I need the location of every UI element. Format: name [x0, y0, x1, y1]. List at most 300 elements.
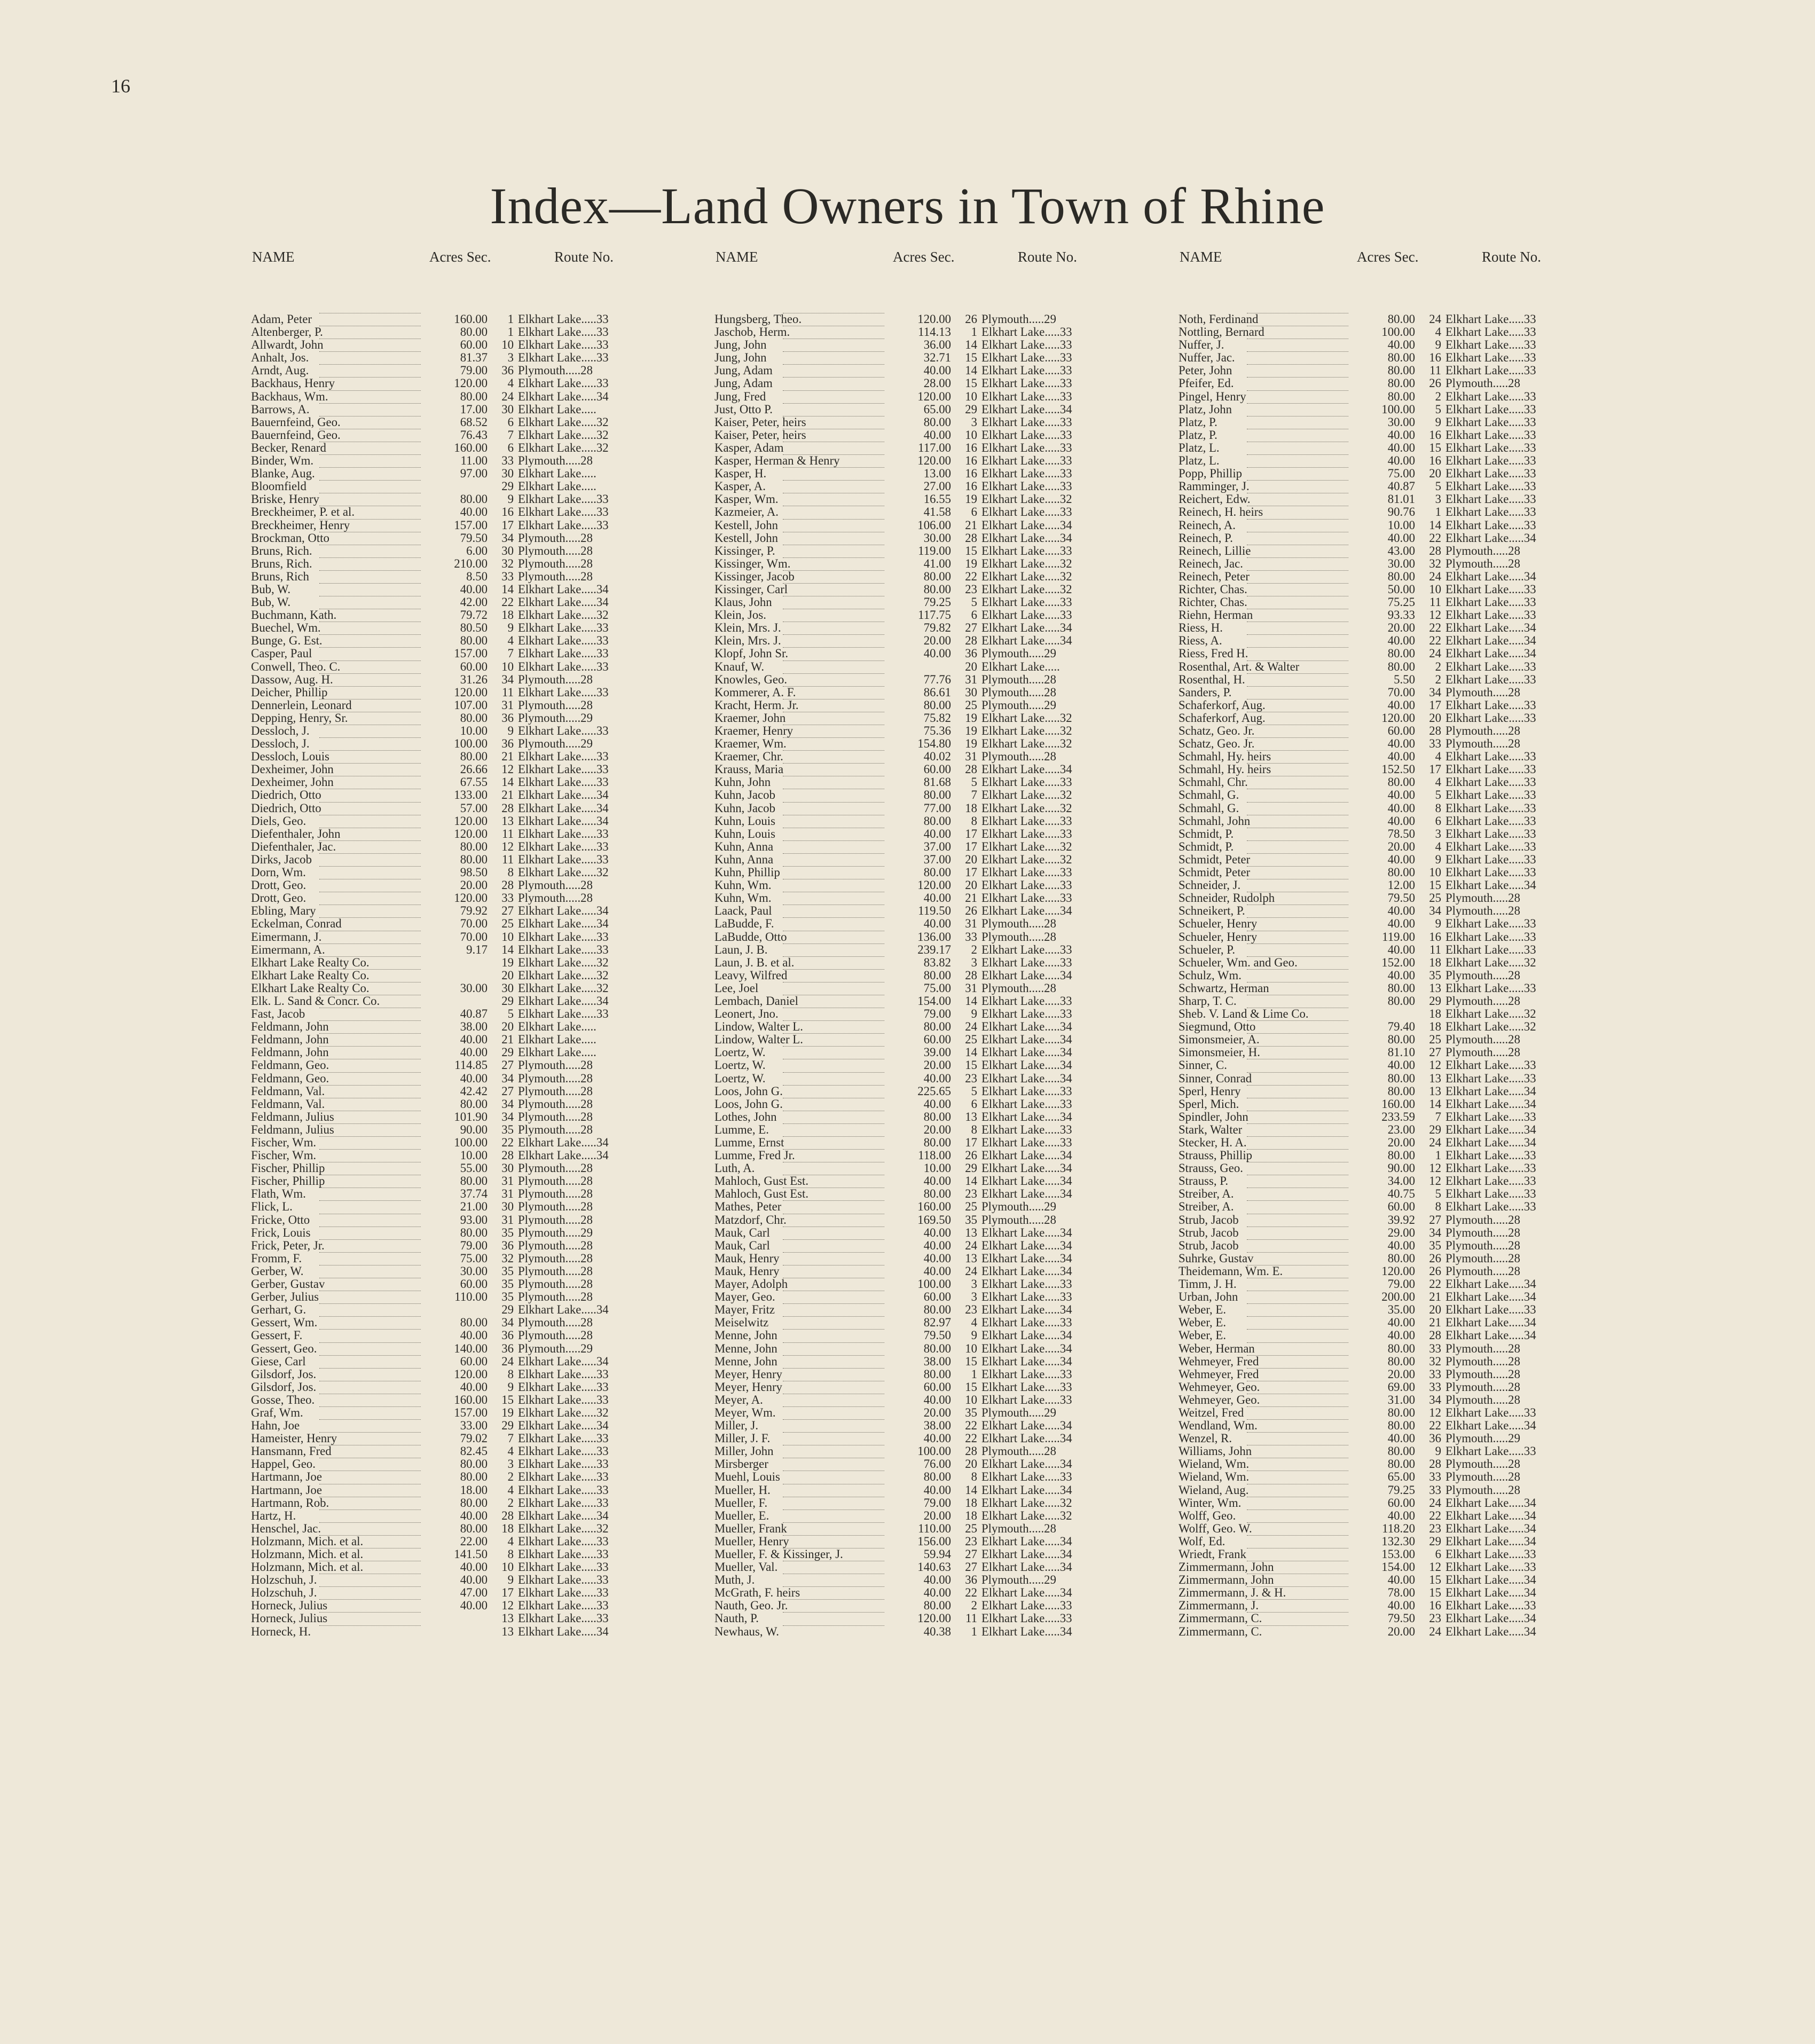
owner-row: [1177, 1329, 1711, 1342]
route: Elkhart Lake.....33: [518, 659, 609, 673]
dot-leader: [319, 866, 421, 867]
route: Plymouth.....28: [981, 981, 1056, 995]
acres: 40.00: [1387, 1573, 1415, 1587]
acres: 77.00: [923, 801, 951, 815]
route: Elkhart Lake.....34: [981, 1624, 1072, 1638]
owner-row: [250, 828, 784, 840]
section: 12: [501, 762, 514, 776]
owner-name: Buchmann, Kath.: [251, 609, 337, 622]
owner-row: [1177, 1149, 1711, 1162]
owner-name: Weber, E.: [1178, 1329, 1227, 1342]
dot-leader: [783, 647, 884, 648]
acres: 80.00: [460, 1174, 488, 1188]
acres: 200.00: [1381, 1290, 1415, 1304]
section: 28: [965, 531, 977, 545]
route: Elkhart Lake.....34: [981, 1534, 1072, 1548]
owner-row: [1177, 1497, 1711, 1510]
owner-name: Mueller, F.: [714, 1496, 768, 1510]
acres: 40.00: [1387, 634, 1415, 648]
owner-row: [1177, 737, 1711, 750]
owner-row: [713, 1200, 1247, 1213]
owner-name: Altenberger, P.: [251, 326, 323, 339]
section: 3: [1435, 492, 1441, 506]
owner-row: [250, 995, 784, 1008]
acres: 26.66: [460, 762, 488, 776]
section: 23: [965, 1303, 977, 1317]
acres: 80.00: [923, 1303, 951, 1317]
acres: 40.00: [1387, 338, 1415, 352]
acres: 80.00: [923, 1367, 951, 1381]
acres: 41.58: [923, 505, 951, 519]
section: 28: [1429, 1328, 1441, 1342]
owner-row: [713, 1123, 1247, 1136]
acres: 79.50: [1387, 891, 1415, 905]
section: 9: [971, 1007, 977, 1021]
route: Elkhart Lake.....34: [981, 1033, 1072, 1047]
route: Plymouth.....28: [518, 1174, 593, 1188]
section: 6: [1435, 814, 1441, 828]
owner-name: Kraemer, Wm.: [714, 737, 787, 751]
owner-row: [713, 1599, 1247, 1612]
route: Elkhart Lake.....34: [1445, 1419, 1536, 1433]
route: Plymouth.....28: [518, 364, 593, 378]
section: 32: [501, 556, 514, 570]
owner-name: Bruns, Rich.: [251, 544, 312, 557]
acres: 79.00: [923, 1496, 951, 1510]
owner-name: Miller, John: [714, 1445, 774, 1458]
section: 17: [965, 1136, 977, 1149]
section: 19: [965, 492, 977, 506]
acres: 79.50: [923, 1328, 951, 1342]
section: 4: [971, 1316, 977, 1330]
owner-name: Winter, Wm.: [1178, 1496, 1242, 1510]
route: Elkhart Lake.....33: [518, 852, 609, 866]
route: Elkhart Lake.....32: [518, 968, 609, 982]
header-acres-sec: Acres Sec.: [429, 249, 491, 265]
owner-name: Mauk, Carl: [714, 1239, 770, 1252]
route: Elkhart Lake.....33: [981, 454, 1072, 468]
owner-name: Laun, J. B.: [714, 943, 768, 956]
owner-name: Gerhart, G.: [251, 1303, 307, 1317]
section: 15: [965, 376, 977, 390]
section: 33: [1429, 1367, 1441, 1381]
acres: 79.72: [460, 608, 488, 622]
acres: 75.00: [460, 1251, 488, 1265]
owner-name: Elkhart Lake Realty Co.: [251, 981, 370, 995]
route: Elkhart Lake.....33: [981, 1290, 1072, 1304]
route: Elkhart Lake.....33: [1445, 839, 1536, 853]
owner-row: [1177, 1188, 1711, 1200]
section: 20: [965, 659, 977, 673]
section: 4: [1435, 775, 1441, 789]
route: Plymouth.....28: [1445, 1457, 1520, 1471]
owner-row: [250, 1342, 784, 1355]
acres: 120.00: [454, 1367, 488, 1381]
dot-leader: [783, 634, 884, 635]
acres: 152.50: [1381, 762, 1415, 776]
acres: 140.63: [917, 1560, 951, 1574]
section: 12: [1429, 608, 1441, 622]
section: 1: [1435, 1149, 1441, 1162]
acres: 40.00: [1387, 968, 1415, 982]
owner-name: Kracht, Herm. Jr.: [714, 698, 799, 712]
owner-row: [1177, 390, 1711, 403]
owner-name: Zimmermann, J.: [1178, 1599, 1259, 1613]
section: 31: [965, 750, 977, 764]
owner-row: [250, 1136, 784, 1149]
owner-row: [250, 1059, 784, 1072]
route: Elkhart Lake.....33: [1445, 1187, 1536, 1201]
section: 36: [501, 737, 514, 751]
acres: 80.00: [1387, 389, 1415, 403]
dot-leader: [783, 750, 884, 751]
route: Elkhart Lake.....34: [981, 634, 1072, 648]
dot-leader: [1247, 1599, 1348, 1600]
owner-name: Kommerer, A. F.: [714, 686, 796, 699]
route: Elkhart Lake.....32: [981, 1496, 1072, 1510]
section: 24: [965, 1020, 977, 1034]
dot-leader: [783, 583, 884, 584]
route: Plymouth.....28: [1445, 968, 1520, 982]
owner-row: [250, 545, 784, 557]
route: Elkhart Lake.....33: [1445, 917, 1536, 931]
owner-row: [250, 493, 784, 506]
route: Elkhart Lake.....34: [981, 1071, 1072, 1085]
section: 27: [501, 1084, 514, 1098]
owner-row: [250, 519, 784, 532]
route: Elkhart Lake.....34: [1445, 1521, 1536, 1535]
owner-name: Strauss, Geo.: [1178, 1162, 1243, 1175]
acres: 40.87: [460, 1007, 488, 1021]
dot-leader: [319, 570, 421, 571]
acres: 60.00: [1387, 1496, 1415, 1510]
section: 5: [971, 775, 977, 789]
route: Elkhart Lake.....34: [981, 1560, 1072, 1574]
owner-row: [250, 1188, 784, 1200]
owner-name: Lindow, Walter L.: [714, 1020, 803, 1034]
section: 9: [1435, 917, 1441, 931]
owner-row: [1177, 1278, 1711, 1291]
section: 8: [507, 1367, 514, 1381]
route: Plymouth.....28: [1445, 1470, 1520, 1484]
owner-name: Richter, Chas.: [1178, 596, 1247, 609]
dot-leader: [1247, 480, 1348, 481]
owner-name: Mueller, H.: [714, 1483, 771, 1497]
owner-row: [713, 995, 1247, 1008]
acres: 80.00: [923, 968, 951, 982]
route: Plymouth.....28: [1445, 891, 1520, 905]
route: Plymouth.....29: [518, 1225, 593, 1239]
section: 20: [965, 878, 977, 892]
owner-row: [250, 1445, 784, 1458]
acres: 79.25: [1387, 1483, 1415, 1497]
section: 19: [501, 1405, 514, 1419]
owner-row: [1177, 879, 1711, 892]
route: Elkhart Lake.....: [518, 1045, 596, 1059]
acres: 57.00: [460, 801, 488, 815]
route: Elkhart Lake.....33: [1445, 698, 1536, 712]
acres: 79.00: [460, 1238, 488, 1252]
acres: 120.00: [917, 878, 951, 892]
section: 19: [501, 955, 514, 969]
owner-name: Streiber, A.: [1178, 1200, 1234, 1214]
acres: 40.00: [1387, 814, 1415, 828]
owner-name: Horneck, H.: [251, 1625, 311, 1638]
section: 15: [1429, 1573, 1441, 1587]
dot-leader: [783, 1406, 884, 1407]
owner-row: [250, 956, 784, 969]
owner-row: [250, 1098, 784, 1111]
section: 24: [1429, 647, 1441, 661]
route: Elkhart Lake.....34: [1445, 634, 1536, 648]
owner-row: [250, 506, 784, 518]
owner-name: Adam, Peter: [251, 313, 312, 326]
owner-row: [1177, 622, 1711, 634]
section: 36: [1429, 1432, 1441, 1445]
route: Elkhart Lake.....33: [1445, 364, 1536, 378]
route: Elkhart Lake.....33: [518, 1534, 609, 1548]
dot-leader: [1247, 1252, 1348, 1253]
owner-row: [713, 1214, 1247, 1227]
acres: 120.00: [454, 814, 488, 828]
acres: 154.00: [917, 994, 951, 1008]
acres: 80.00: [1387, 376, 1415, 390]
owner-row: [250, 750, 784, 763]
owner-row: [250, 1432, 784, 1445]
owner-name: Meyer, Wm.: [714, 1406, 776, 1419]
acres: 40.00: [1387, 1432, 1415, 1445]
section: 11: [1429, 364, 1441, 378]
owner-row: [713, 1548, 1247, 1561]
route: Elkhart Lake.....34: [981, 1161, 1072, 1175]
route: Elkhart Lake.....33: [1445, 582, 1536, 596]
owner-name: Platz, P.: [1178, 415, 1217, 429]
section: 36: [501, 711, 514, 725]
owner-name: Diels, Geo.: [251, 814, 307, 828]
section: 25: [501, 917, 514, 931]
dot-leader: [783, 969, 884, 970]
owner-row: [250, 609, 784, 622]
route: Elkhart Lake.....33: [518, 1599, 609, 1613]
owner-row: [1177, 1020, 1711, 1033]
owner-name: Briske, Henry: [251, 493, 319, 506]
owner-row: [713, 712, 1247, 725]
owner-name: Dennerlein, Leonard: [251, 698, 352, 712]
acres: 40.00: [1387, 531, 1415, 545]
dot-leader: [319, 1072, 421, 1073]
acres: 117.00: [918, 441, 951, 454]
route: Elkhart Lake.....33: [981, 1122, 1072, 1136]
section: 8: [971, 814, 977, 828]
route: Plymouth.....29: [981, 1405, 1056, 1419]
section: 13: [965, 1225, 977, 1239]
route: Plymouth.....28: [981, 672, 1056, 686]
owner-row: [250, 583, 784, 596]
owner-row: [1177, 339, 1711, 351]
owner-name: Anhalt, Jos.: [251, 351, 309, 365]
owner-row: [250, 1149, 784, 1162]
owner-row: [713, 1625, 1247, 1638]
owner-name: Kasper, H.: [714, 467, 767, 481]
owner-name: Graf, Wm.: [251, 1406, 303, 1419]
owner-name: Schmahl, Hy. heirs: [1178, 750, 1271, 764]
route: Elkhart Lake.....33: [518, 518, 609, 532]
section: 28: [1429, 1457, 1441, 1471]
section: 24: [965, 1264, 977, 1278]
section: 5: [1435, 479, 1441, 493]
route: Elkhart Lake.....33: [1445, 415, 1536, 429]
route: Elkhart Lake.....34: [981, 531, 1072, 545]
owner-row: [1177, 1522, 1711, 1535]
route: Elkhart Lake.....33: [981, 814, 1072, 828]
route: Plymouth.....28: [981, 685, 1056, 699]
route: Elkhart Lake.....33: [518, 505, 609, 519]
owner-name: Diedrich, Otto: [251, 801, 321, 815]
acres: 28.00: [923, 376, 951, 390]
owner-name: Schmidt, Peter: [1178, 866, 1251, 879]
owner-name: Diefenthaler, John: [251, 827, 341, 840]
section: 24: [1429, 1136, 1441, 1149]
dot-leader: [1247, 1406, 1348, 1407]
owner-name: Platz, P.: [1178, 428, 1217, 442]
owner-row: [1177, 1033, 1711, 1046]
section: 15: [965, 544, 977, 557]
route: Elkhart Lake.....33: [518, 930, 609, 944]
acres: 40.00: [1387, 917, 1415, 931]
acres: 160.00: [454, 312, 488, 326]
route: Plymouth.....28: [518, 1161, 593, 1175]
acres: 120.00: [917, 1611, 951, 1625]
dot-leader: [783, 1085, 884, 1086]
acres: 20.00: [923, 634, 951, 648]
section: 29: [1429, 994, 1441, 1008]
owner-name: Simonsmeier, A.: [1178, 1033, 1260, 1047]
owner-name: Meyer, Henry: [714, 1367, 782, 1381]
owner-row: [1177, 1085, 1711, 1098]
owner-name: Schneider, Rudolph: [1178, 892, 1275, 905]
owner-row: [1177, 840, 1711, 853]
route: Elkhart Lake.....34: [981, 518, 1072, 532]
owner-row: [713, 673, 1247, 686]
acres: 120.00: [454, 891, 488, 905]
dot-leader: [1247, 1149, 1348, 1150]
acres: 40.00: [923, 1432, 951, 1445]
owner-row: [1177, 905, 1711, 917]
owner-row: [250, 1497, 784, 1510]
route: Elkhart Lake.....33: [518, 1547, 609, 1561]
owner-name: Richter, Chas.: [1178, 583, 1247, 596]
dot-leader: [783, 1329, 884, 1330]
route: Elkhart Lake.....33: [1445, 1547, 1536, 1561]
acres: 80.00: [1387, 1071, 1415, 1085]
owner-name: Wendland, Wm.: [1178, 1419, 1258, 1433]
owner-name: Kuhn, Jacob: [714, 789, 775, 802]
owner-row: [1177, 1072, 1711, 1085]
section: 12: [1429, 1161, 1441, 1175]
section: 11: [965, 1611, 977, 1625]
acres: 80.00: [923, 1020, 951, 1034]
owner-name: Gerber, Gustav: [251, 1278, 325, 1291]
owner-row: [250, 815, 784, 828]
dot-leader: [319, 1123, 421, 1124]
owner-row: [250, 313, 784, 326]
section: 13: [501, 814, 514, 828]
section: 26: [965, 904, 977, 918]
section: 20: [501, 1020, 514, 1034]
owner-name: Dexheimer, John: [251, 763, 334, 776]
owner-row: [250, 634, 784, 647]
dot-leader: [319, 1136, 421, 1137]
section: 27: [1429, 1213, 1441, 1227]
owner-name: Schmahl, Chr.: [1178, 776, 1248, 789]
owner-name: Fromm, F.: [251, 1252, 302, 1265]
section: 20: [1429, 467, 1441, 481]
section: 2: [507, 1496, 514, 1510]
owner-name: Nuffer, Jac.: [1178, 351, 1235, 365]
route: Elkhart Lake.....33: [981, 942, 1072, 956]
acres: 8.50: [466, 569, 488, 583]
acres: 40.00: [460, 1380, 488, 1394]
owner-name: Wieland, Wm.: [1178, 1458, 1250, 1471]
route: Elkhart Lake.....33: [1445, 827, 1536, 840]
owner-name: Mayer, Fritz: [714, 1303, 775, 1317]
section: 33: [501, 569, 514, 583]
route: Elkhart Lake.....32: [981, 556, 1072, 570]
acres: 120.00: [917, 312, 951, 326]
acres: 80.00: [460, 1316, 488, 1330]
owner-row: [250, 1368, 784, 1381]
section: 4: [507, 1534, 514, 1548]
owner-row: [713, 1136, 1247, 1149]
section: 9: [1435, 1444, 1441, 1458]
acres: 80.00: [923, 1599, 951, 1613]
owner-name: Simonsmeier, H.: [1178, 1046, 1260, 1059]
route: Elkhart Lake.....32: [981, 724, 1072, 737]
acres: 60.00: [923, 1033, 951, 1047]
owner-name: Dexheimer, John: [251, 776, 334, 789]
owner-row: [250, 1265, 784, 1278]
route: Elkhart Lake.....33: [981, 544, 1072, 557]
dot-leader: [1247, 454, 1348, 455]
dot-leader: [319, 802, 421, 803]
route: Elkhart Lake.....33: [981, 351, 1072, 365]
dot-leader: [783, 1612, 884, 1613]
route: Plymouth.....29: [518, 711, 593, 725]
owner-row: [1177, 1059, 1711, 1072]
route: Elkhart Lake.....34: [518, 1303, 609, 1317]
section: 34: [1429, 685, 1441, 699]
route: Elkhart Lake.....32: [981, 788, 1072, 802]
owner-name: Kissinger, Jacob: [714, 570, 795, 583]
owner-row: [713, 828, 1247, 840]
section: 31: [965, 917, 977, 931]
acres: 83.82: [923, 955, 951, 969]
owner-row: [250, 1291, 784, 1303]
route: Elkhart Lake.....32: [518, 1405, 609, 1419]
section: 9: [507, 1573, 514, 1587]
owner-name: Hameister, Henry: [251, 1432, 337, 1445]
owner-name: Strauss, Phillip: [1178, 1149, 1253, 1162]
section: 9: [507, 1380, 514, 1394]
section: 23: [965, 1187, 977, 1201]
route: Elkhart Lake.....33: [518, 750, 609, 764]
dot-leader: [319, 1252, 421, 1253]
section: 4: [507, 1483, 514, 1497]
section: 35: [965, 1213, 977, 1227]
owner-name: Kuhn, Louis: [714, 827, 775, 840]
section: 15: [965, 1058, 977, 1072]
owner-row: [250, 1548, 784, 1561]
